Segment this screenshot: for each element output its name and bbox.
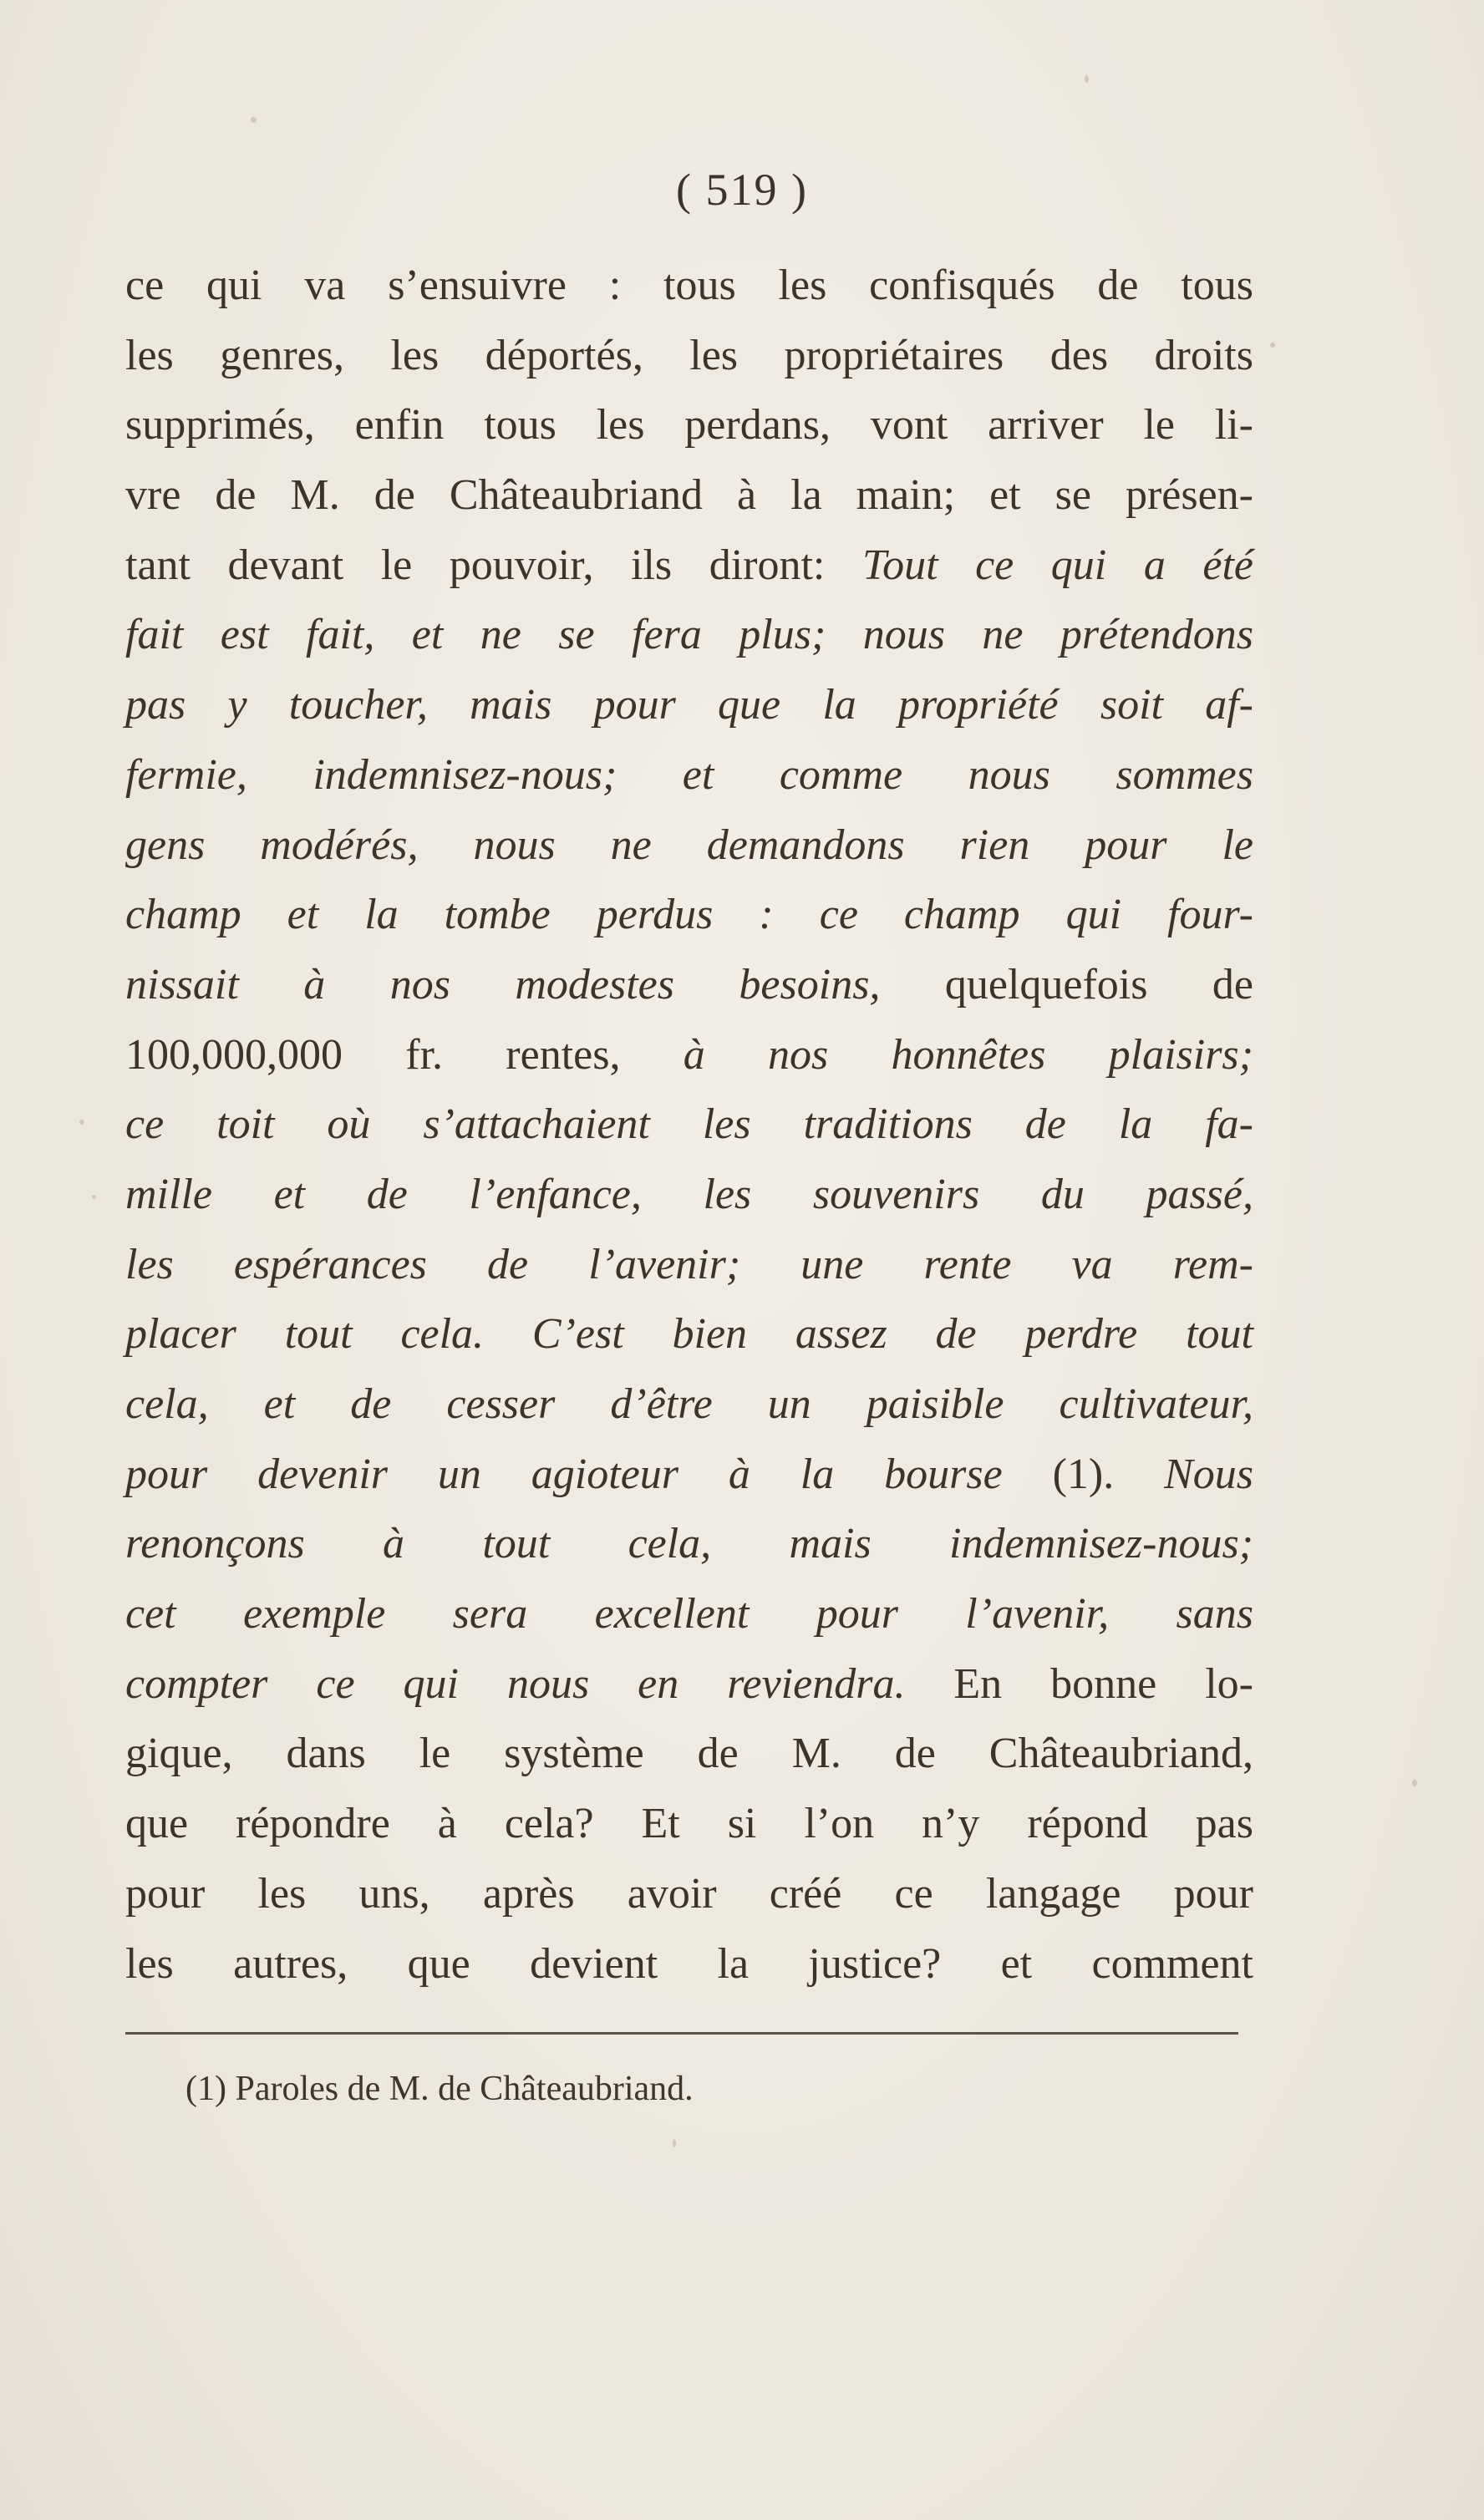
text-line — [125, 1090, 1253, 1160]
paper-speck — [251, 117, 257, 123]
paper-speck — [1085, 75, 1089, 83]
text-segment: tant devant le pouvoir, ils diront: — [125, 541, 862, 589]
text-segment: pour les uns, après avoir créé ce langage pour — [125, 1869, 1253, 1918]
text-line — [125, 950, 1253, 1020]
page-number: ( 519 ) — [676, 165, 808, 215]
paper-speck — [673, 2139, 676, 2147]
italic-text-segment: ce toit où s’attachaient les traditions de la fa- — [125, 1100, 1253, 1149]
text-line — [125, 1789, 1253, 1859]
text-line — [125, 390, 1253, 460]
italic-text-segment: compter ce qui nous en reviendra. — [125, 1659, 954, 1708]
text-line — [125, 1649, 1253, 1720]
text-line — [125, 1020, 1253, 1090]
italic-text-segment: fait est fait, et ne se fera plus; nous ne prétendons — [125, 611, 1253, 659]
paper-speck — [1412, 1780, 1417, 1786]
text-segment: gique, dans le système de M. de Châteaubriand, — [125, 1730, 1253, 1778]
text-line — [125, 1299, 1253, 1369]
text-segment: les genres, les déportés, les propriétaires des droits — [125, 331, 1253, 379]
footnote-separator — [125, 2032, 1238, 2035]
text-segment: 100,000,000 fr. rentes, — [125, 1030, 684, 1079]
text-line — [125, 600, 1253, 670]
italic-text-segment: cet exemple sera excellent pour l’avenir, sans — [125, 1590, 1253, 1639]
paper-speck — [92, 1195, 96, 1199]
text-line — [125, 1509, 1253, 1579]
text-line — [125, 1929, 1253, 1999]
text-line — [125, 1579, 1253, 1649]
text-line — [125, 810, 1253, 881]
italic-text-segment: pas y toucher, mais pour que la propriété soit af- — [125, 681, 1253, 729]
italic-text-segment: à nos honnêtes plaisirs; — [683, 1030, 1253, 1079]
paper-speck — [1270, 343, 1275, 348]
italic-text-segment: Tout ce qui a été — [861, 541, 1253, 589]
text-line — [125, 460, 1253, 531]
text-segment: que répondre à cela? Et si l’on n’y répond pas — [125, 1800, 1253, 1848]
italic-text-segment: renonçons à tout cela, mais indemnisez-nous; — [125, 1520, 1253, 1568]
italic-text-segment: placer tout cela. C’est bien assez de perdre tout — [125, 1310, 1253, 1359]
text-line — [125, 531, 1253, 601]
text-line — [125, 670, 1253, 740]
italic-text-segment: fermie, indemnisez-nous; et comme nous sommes — [125, 750, 1253, 799]
text-line — [125, 740, 1253, 810]
text-segment: les autres, que devient la justice? et comment — [125, 1939, 1253, 1988]
italic-text-segment: les espérances de l’avenir; une rente va rem- — [125, 1240, 1253, 1288]
text-line — [125, 1440, 1253, 1510]
text-line — [125, 1369, 1253, 1440]
text-segment: quelquefois de — [944, 960, 1253, 1009]
text-line — [125, 1230, 1253, 1300]
italic-text-segment: champ et la tombe perdus : ce champ qui four- — [125, 891, 1253, 939]
text-segment: (1). — [1052, 1450, 1165, 1498]
text-segment: ce qui va s’ensuivre : tous les confisqués de tous — [125, 262, 1253, 309]
italic-text-segment: cela, et de cesser d’être un paisible cultivateur, — [125, 1380, 1253, 1428]
text-line — [125, 880, 1253, 950]
text-line — [125, 321, 1253, 391]
text-segment: En bonne lo- — [953, 1659, 1253, 1708]
body-text — [125, 251, 1253, 1999]
text-line — [125, 1160, 1253, 1230]
footnote: (1) Paroles de M. de Châteaubriand. — [186, 2070, 694, 2108]
paper-speck — [79, 1120, 84, 1125]
text-segment: vre de M. de Châteaubriand à la main; et se présen- — [125, 471, 1253, 520]
text-line — [125, 1859, 1253, 1929]
text-line — [125, 251, 1253, 321]
text-segment: supprimés, enfin tous les perdans, vont arriver le li- — [125, 401, 1253, 450]
italic-text-segment: Nous — [1164, 1450, 1253, 1498]
text-line — [125, 1719, 1253, 1789]
italic-text-segment: pour devenir un agioteur à la bourse — [125, 1450, 1053, 1498]
italic-text-segment: mille et de l’enfance, les souvenirs du passé, — [125, 1170, 1253, 1218]
italic-text-segment: gens modérés, nous ne demandons rien pour le — [125, 821, 1253, 869]
italic-text-segment: nissait à nos modestes besoins, — [125, 960, 945, 1009]
